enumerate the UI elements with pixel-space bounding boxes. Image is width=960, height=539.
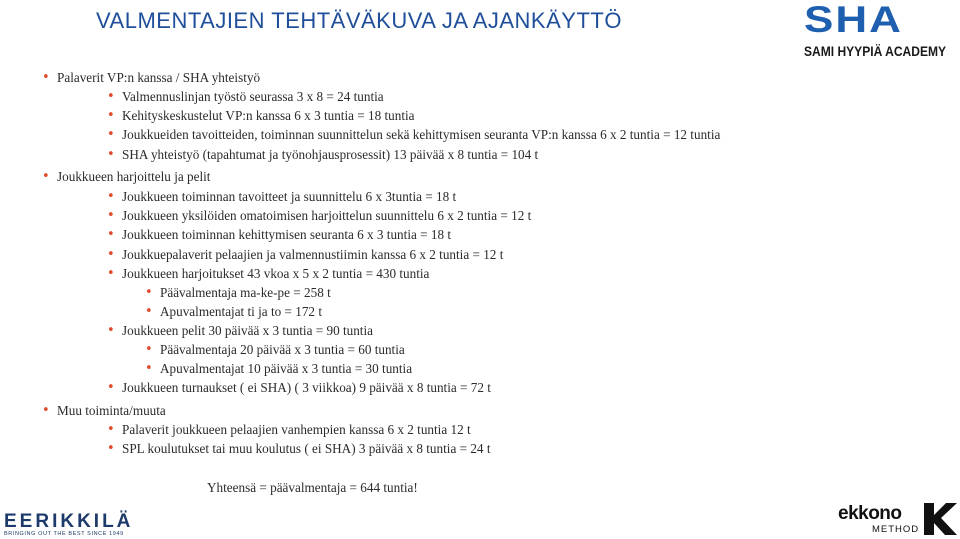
- bullet-icon: •: [145, 285, 153, 300]
- list-item-text: Päävalmentaja 20 päivää x 3 tuntia = 60 tuntia: [160, 342, 405, 357]
- list-item: [107, 147, 539, 163]
- list-item-text: Joukkueen toiminnan tavoitteet ja suunnittelu 6 x 3tuntia = 18 t: [122, 189, 457, 204]
- bullet-icon: •: [42, 70, 50, 85]
- bullet-icon: •: [107, 147, 115, 162]
- bullet-icon: •: [107, 323, 115, 338]
- ekkono-method-label: METHOD: [872, 524, 920, 535]
- bullet-icon: •: [42, 169, 50, 184]
- list-item: [145, 342, 405, 358]
- list-item-text: Valmennuslinjan työstö seurassa 3 x 8 = 24 tuntia: [122, 89, 384, 104]
- list-item-text: Apuvalmentajat 10 päivää x 3 tuntia = 30 tuntia: [160, 361, 413, 376]
- list-item: [42, 169, 211, 185]
- list-item: [42, 70, 261, 86]
- bullet-icon: •: [107, 89, 115, 104]
- bullet-icon: •: [107, 189, 115, 204]
- list-item: [107, 208, 532, 224]
- list-item: [107, 189, 457, 205]
- eerikkila-logo: EERIKKILÄ: [4, 511, 134, 532]
- ekkono-logo: ekkono: [838, 503, 902, 524]
- bullet-icon: •: [107, 380, 115, 395]
- page-title: VALMENTAJIEN TEHTÄVÄKUVA JA AJANKÄYTTÖ: [96, 8, 622, 33]
- list-item-text: Joukkueen toiminnan kehittymisen seuranta 6 x 3 tuntia = 18 t: [122, 227, 452, 242]
- list-item: [107, 108, 415, 124]
- list-item: [107, 380, 491, 396]
- bullet-icon: •: [107, 227, 115, 242]
- list-item: [107, 422, 471, 438]
- sha-logo-mark: SHA: [804, 0, 903, 41]
- list-item-text: Joukkueen pelit 30 päivää x 3 tuntia = 90 tuntia: [122, 323, 373, 338]
- list-item: [107, 127, 721, 143]
- eerikkila-tagline: BRINGING OUT THE BEST SINCE 1949: [4, 531, 124, 537]
- list-item-text: Kehityskeskustelut VP:n kanssa 6 x 3 tuntia = 18 tuntia: [122, 108, 415, 123]
- list-item-text: SHA yhteistyö (tapahtumat ja työnohjausprosessit) 13 päivää x 8 tuntia = 104 t: [122, 147, 539, 162]
- list-item-text: Apuvalmentajat ti ja to = 172 t: [160, 304, 322, 319]
- list-item-text: Joukkueen harjoittelu ja pelit: [57, 169, 211, 184]
- bullet-icon: •: [107, 441, 115, 456]
- sha-logo: [804, 0, 959, 63]
- list-item: [145, 361, 413, 377]
- total-line: Yhteensä = päävalmentaja = 644 tuntia!: [207, 480, 418, 495]
- list-item: [107, 89, 384, 105]
- list-item-text: Muu toiminta/muuta: [57, 403, 166, 418]
- bullet-icon: •: [145, 342, 153, 357]
- list-item: [107, 247, 504, 263]
- list-item: [145, 285, 331, 301]
- bullet-icon: •: [107, 208, 115, 223]
- bullet-icon: •: [107, 266, 115, 281]
- bullet-icon: •: [107, 247, 115, 262]
- bullet-icon: •: [107, 127, 115, 142]
- list-item: [145, 304, 322, 320]
- list-item: [107, 323, 373, 339]
- bullet-icon: •: [107, 422, 115, 437]
- k-mark-icon: [922, 503, 958, 535]
- bullet-icon: •: [42, 403, 50, 418]
- list-item-text: Joukkueen yksilöiden omatoimisen harjoittelun suunnittelu 6 x 2 tuntia = 12 t: [122, 208, 532, 223]
- bullet-icon: •: [107, 108, 115, 123]
- list-item-text: SPL koulutukset tai muu koulutus ( ei SHA) 3 päivää x 8 tuntia = 24 t: [122, 441, 491, 456]
- list-item: [107, 227, 452, 243]
- list-item-text: Palaverit joukkueen pelaajien vanhempien kanssa 6 x 2 tuntia 12 t: [122, 422, 471, 437]
- list-item-text: Päävalmentaja ma-ke-pe = 258 t: [160, 285, 331, 300]
- list-item-text: Joukkueen turnaukset ( ei SHA) ( 3 viikkoa) 9 päivää x 8 tuntia = 72 t: [122, 380, 491, 395]
- list-item-text: Palaverit VP:n kanssa / SHA yhteistyö: [57, 70, 261, 85]
- list-item: [107, 266, 430, 282]
- list-item-text: Joukkuepalaverit pelaajien ja valmennustiimin kanssa 6 x 2 tuntia = 12 t: [122, 247, 504, 262]
- list-item: [42, 403, 166, 419]
- bullet-icon: •: [145, 304, 153, 319]
- list-item-text: Joukkueiden tavoitteiden, toiminnan suunnittelun sekä kehittymisen seuranta VP:n kanssa 6 x 2 tuntia = 12 tuntia: [122, 127, 721, 142]
- bullet-icon: •: [145, 361, 153, 376]
- sha-logo-name: SAMI HYYPIÄ ACADEMY: [804, 43, 947, 59]
- list-item-text: Joukkueen harjoitukset 43 vkoa x 5 x 2 tuntia = 430 tuntia: [122, 266, 430, 281]
- list-item: [107, 441, 491, 457]
